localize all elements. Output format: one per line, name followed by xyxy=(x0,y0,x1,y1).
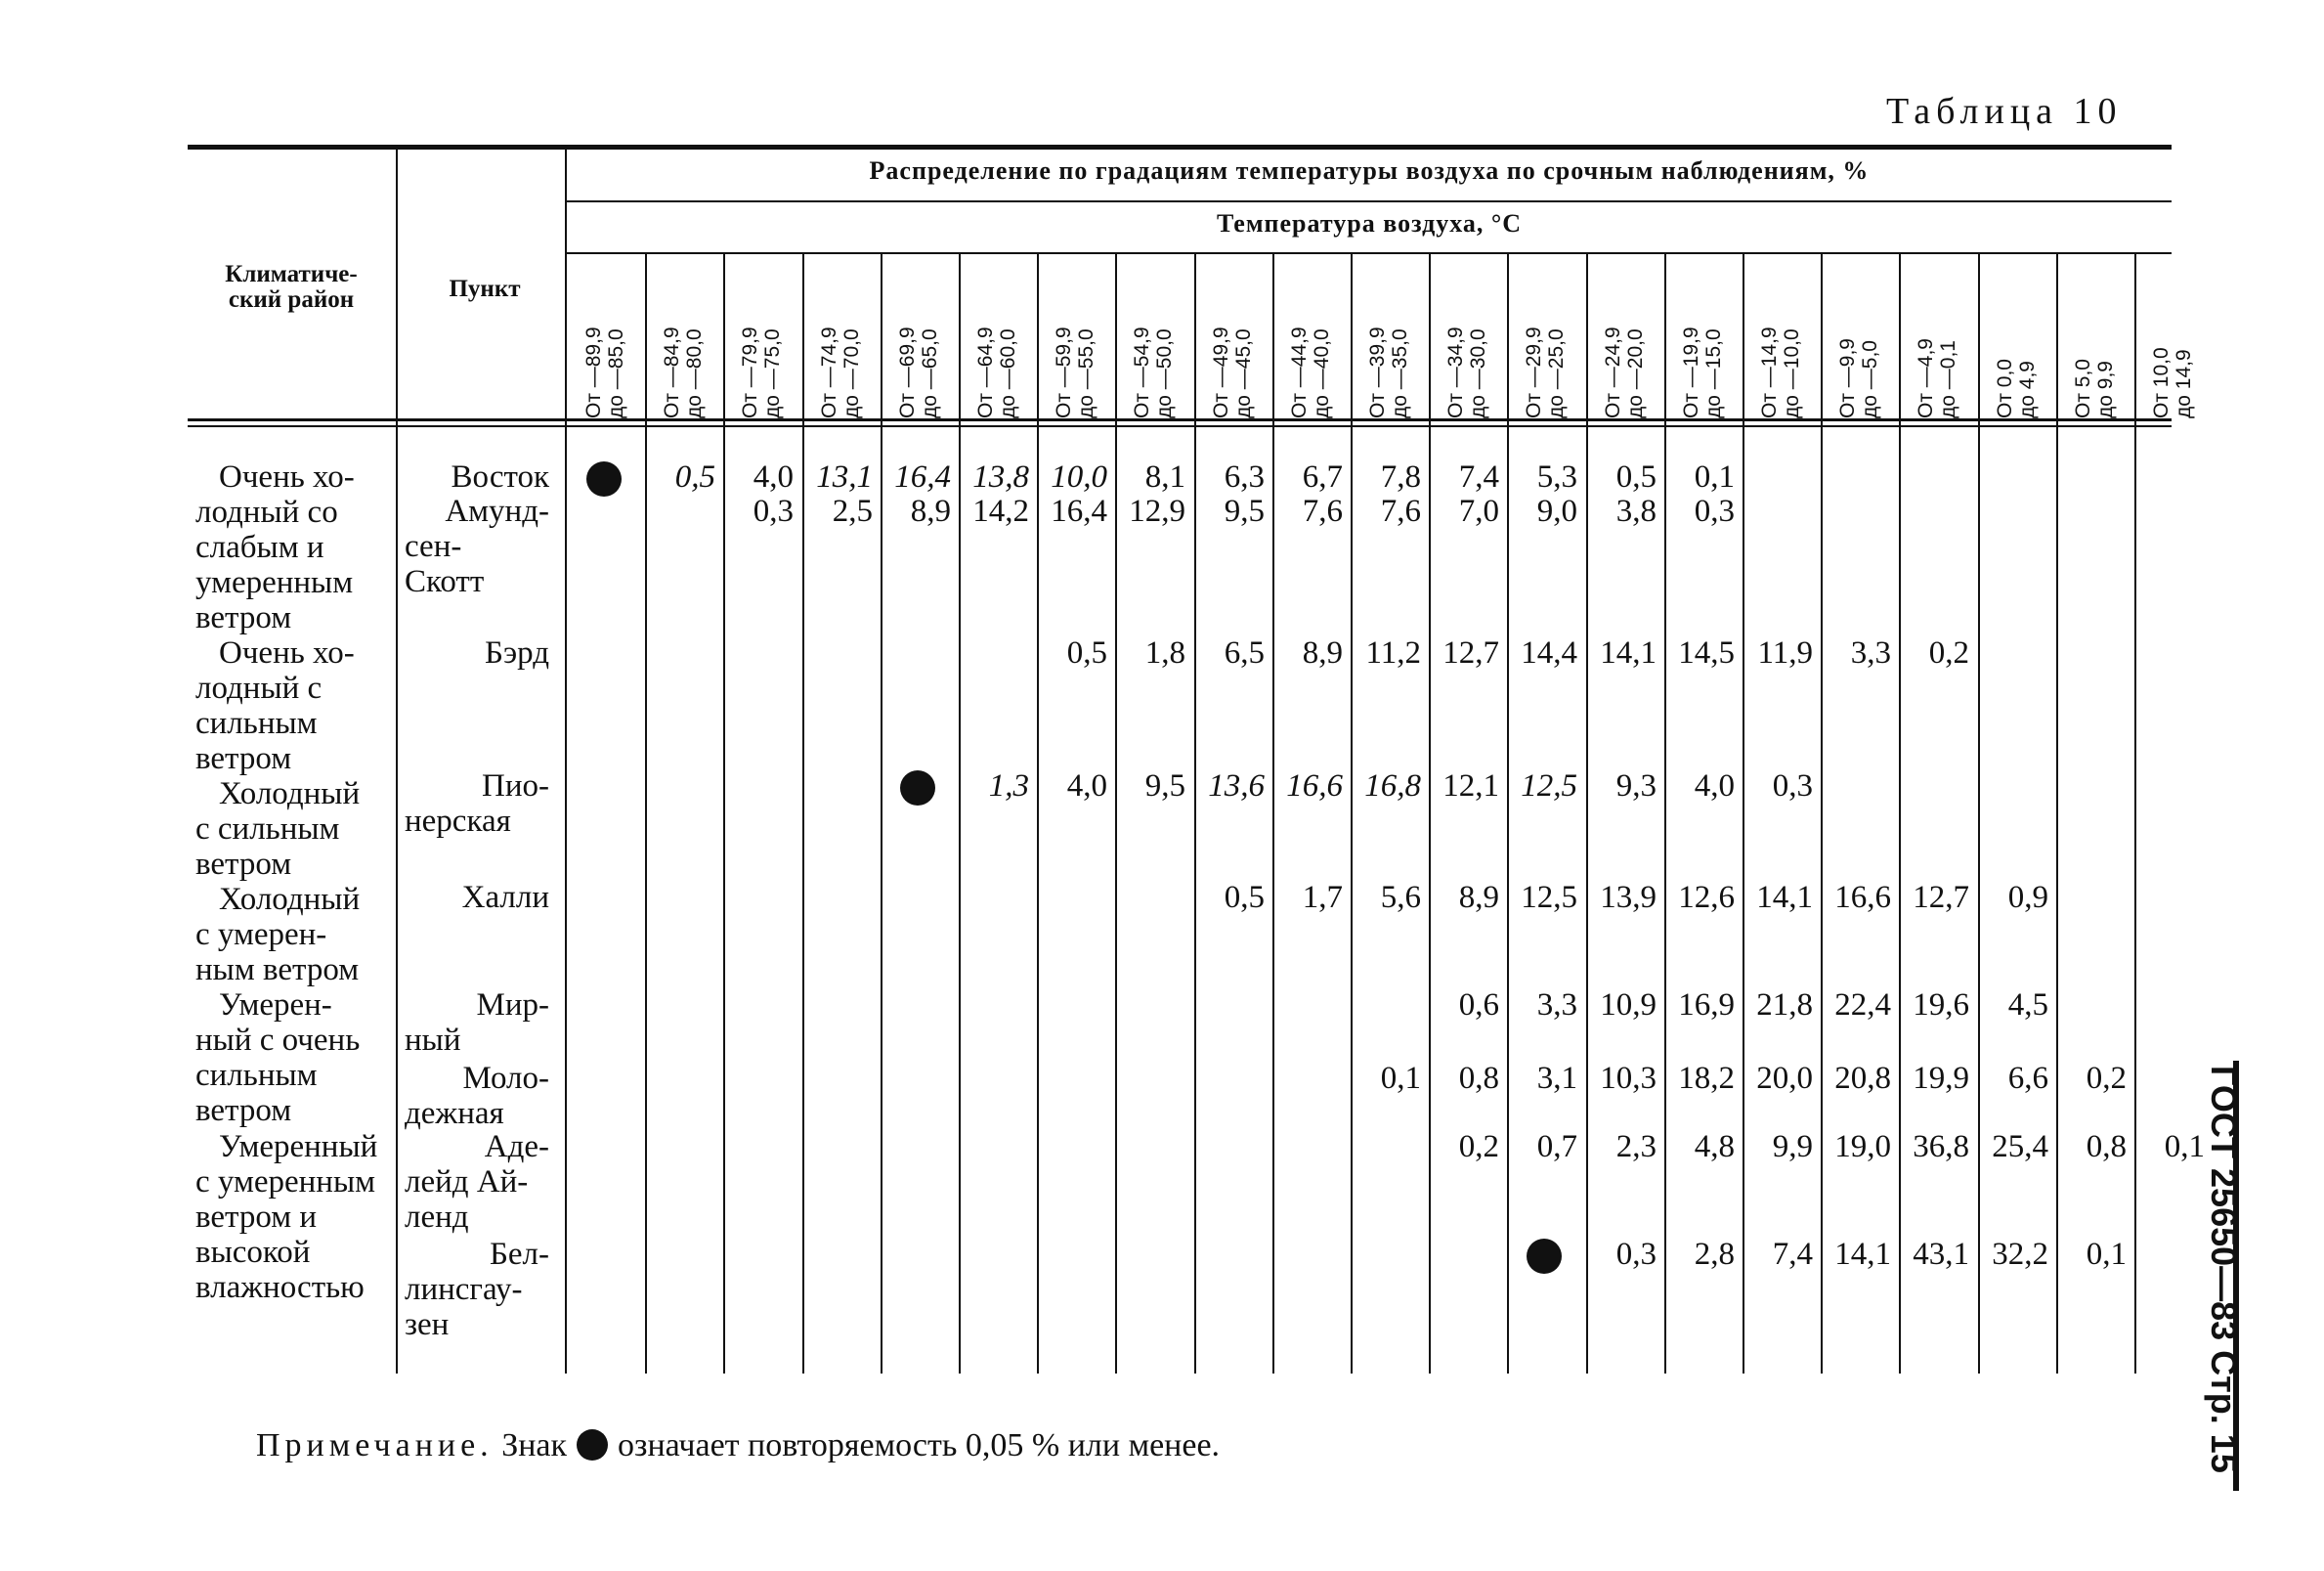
temp-column-header-text: От 0,0 до 4,9 xyxy=(1994,359,2039,418)
temp-column-header-text: От —19,9 до —15,0 xyxy=(1680,327,1725,418)
column-divider xyxy=(1978,252,1980,1374)
point-name xyxy=(405,768,561,839)
region-label-line: влажностью xyxy=(195,1270,365,1305)
table-cell: 4,0 xyxy=(753,459,794,495)
table-cell: 12,1 xyxy=(1442,768,1499,804)
table-cell: 3,3 xyxy=(1536,987,1577,1023)
table-cell: 12,5 xyxy=(1521,880,1577,915)
point-name-line: Бел- xyxy=(489,1237,549,1272)
table-cell: 0,2 xyxy=(1458,1129,1499,1164)
table-cell: 5,6 xyxy=(1380,880,1421,915)
point-name-line: нерская xyxy=(405,804,511,839)
table-cell: 4,0 xyxy=(1066,768,1107,804)
table-cell: 9,5 xyxy=(1224,494,1265,529)
temp-column-header-text: От —9,9 до —5,0 xyxy=(1836,338,1881,418)
rare-value-dot-icon xyxy=(1527,1239,1562,1274)
table-cell: 10,0 xyxy=(1051,459,1107,495)
column-divider xyxy=(1429,252,1431,1374)
table-cell: 11,9 xyxy=(1757,635,1813,671)
point-name-line: дежная xyxy=(405,1096,504,1131)
table-cell: 16,4 xyxy=(1051,494,1107,529)
column-divider xyxy=(1351,252,1353,1374)
region-label-line: ветром и xyxy=(195,1200,318,1235)
table-cell: 2,8 xyxy=(1694,1237,1735,1272)
region-label-line: ветром xyxy=(195,741,292,776)
table-cell: 7,8 xyxy=(1380,459,1421,495)
column-divider xyxy=(1743,252,1744,1374)
table-cell: 9,0 xyxy=(1536,494,1577,529)
table-cell: 0,5 xyxy=(674,459,715,495)
region-label-line: сильным xyxy=(195,706,318,741)
temp-column-header-text: От —34,9 до —30,0 xyxy=(1444,327,1489,418)
point-name xyxy=(405,1129,561,1235)
region-label-line: сильным xyxy=(195,1058,318,1093)
temp-column-header-text: От —64,9 до —60,0 xyxy=(974,327,1019,418)
temp-column-header-text: От —14,9 до —10,0 xyxy=(1758,327,1803,418)
bullet-dot-icon xyxy=(577,1429,608,1461)
column-divider xyxy=(1115,252,1117,1374)
table-cell: 8,1 xyxy=(1144,459,1185,495)
point-name-line: Скотт xyxy=(405,564,485,599)
table-cell: 16,8 xyxy=(1364,768,1421,804)
header-bottom-rule-2 xyxy=(188,425,2172,427)
table-cell: 0,1 xyxy=(2164,1129,2205,1164)
table-cell: 2,5 xyxy=(832,494,873,529)
table-cell: 14,2 xyxy=(972,494,1029,529)
region-label xyxy=(195,459,396,635)
group-header-rule xyxy=(567,200,2172,202)
column-divider xyxy=(645,252,647,1374)
table-cell: 5,3 xyxy=(1536,459,1577,495)
column-divider xyxy=(1037,252,1039,1374)
region-point-divider xyxy=(396,145,398,1374)
point-column-header: Пункт xyxy=(449,276,521,302)
point-name-line: Пио- xyxy=(482,768,549,804)
table-cell: 3,8 xyxy=(1615,494,1657,529)
temp-column-header-text: От —4,9 до —0,1 xyxy=(1915,338,1959,418)
point-name xyxy=(405,459,561,495)
temp-column-header-text: От 5,0 до 9,9 xyxy=(2072,359,2117,418)
region-label-line: ветром xyxy=(195,600,292,635)
table-cell: 10,3 xyxy=(1600,1061,1657,1096)
point-data-divider xyxy=(565,145,567,1374)
table-cell: 11,2 xyxy=(1365,635,1421,671)
region-label-line: с умерен- xyxy=(195,917,327,952)
table-cell: 43,1 xyxy=(1913,1237,1969,1272)
point-name-line: зен xyxy=(405,1307,450,1342)
gost-page-label: ГОСТ 25650—83 Стр. 15 xyxy=(2204,1066,2244,1473)
temp-column-header-text: От —49,9 до —45,0 xyxy=(1210,327,1255,418)
note-label: Примечание. xyxy=(256,1427,494,1463)
region-label-line: ветром xyxy=(195,847,292,882)
table-cell: 12,7 xyxy=(1913,880,1969,915)
table-cell: 0,2 xyxy=(1928,635,1969,671)
table-cell: 16,6 xyxy=(1834,880,1891,915)
column-divider xyxy=(1664,252,1666,1374)
point-name-line: ленд xyxy=(405,1200,469,1235)
table-title: Таблица 10 xyxy=(1886,91,2123,132)
region-label-line: с умеренным xyxy=(195,1164,376,1200)
temp-column-header-text: От —74,9 до —70,0 xyxy=(818,327,863,418)
table-cell: 2,3 xyxy=(1615,1129,1657,1164)
column-divider xyxy=(1899,252,1901,1374)
region-label xyxy=(195,987,396,1128)
table-cell: 0,2 xyxy=(2086,1061,2127,1096)
column-divider xyxy=(2134,252,2136,1374)
table-top-rule xyxy=(188,145,2172,150)
table-cell: 3,3 xyxy=(1850,635,1891,671)
column-divider xyxy=(1194,252,1196,1374)
temp-column-header-text: От —39,9 до —35,0 xyxy=(1366,327,1411,418)
point-name-line: Мир- xyxy=(476,987,549,1023)
table-cell: 16,9 xyxy=(1678,987,1735,1023)
region-label xyxy=(195,635,396,776)
region-label-line: ветром xyxy=(195,1093,292,1128)
point-name xyxy=(405,1237,561,1342)
table-cell: 0,3 xyxy=(1694,494,1735,529)
region-label-line: лодный с xyxy=(195,671,323,706)
distribution-group-header: Распределение по градациям температуры воздуха по срочным наблюдениям, % xyxy=(869,156,1870,185)
column-divider xyxy=(1507,252,1509,1374)
point-name xyxy=(405,1061,561,1131)
point-name xyxy=(405,635,561,671)
point-name xyxy=(405,880,561,915)
point-name-line: Амунд- xyxy=(445,494,549,529)
table-cell: 19,0 xyxy=(1834,1129,1891,1164)
point-name-line: линсгау- xyxy=(405,1272,523,1307)
temp-column-header-text: От —79,9 до —75,0 xyxy=(739,327,784,418)
rare-value-dot-icon xyxy=(900,770,935,806)
table-cell: 16,4 xyxy=(894,459,951,495)
column-divider xyxy=(1272,252,1274,1374)
table-cell: 20,0 xyxy=(1756,1061,1813,1096)
table-cell: 7,4 xyxy=(1772,1237,1813,1272)
point-name-line: сен- xyxy=(405,529,462,564)
region-column-header: Климатиче- ский район xyxy=(225,261,358,313)
table-cell: 0,5 xyxy=(1615,459,1657,495)
table-cell: 0,8 xyxy=(1458,1061,1499,1096)
region-label-line: высокой xyxy=(195,1235,311,1270)
table-cell: 13,9 xyxy=(1600,880,1657,915)
table-cell: 12,9 xyxy=(1129,494,1185,529)
table-cell: 19,9 xyxy=(1913,1061,1969,1096)
table-cell: 13,8 xyxy=(972,459,1029,495)
table-cell: 7,6 xyxy=(1302,494,1343,529)
point-name-line: Халли xyxy=(461,880,549,915)
table-cell: 32,2 xyxy=(1992,1237,2048,1272)
column-divider xyxy=(1821,252,1823,1374)
table-note xyxy=(256,1427,1220,1464)
temperature-header-rule xyxy=(567,252,2172,254)
table-cell: 0,3 xyxy=(1772,768,1813,804)
table-cell: 0,1 xyxy=(2086,1237,2127,1272)
table-cell: 0,7 xyxy=(1536,1129,1577,1164)
table-cell: 8,9 xyxy=(910,494,951,529)
table-cell: 1,8 xyxy=(1144,635,1185,671)
temperature-header: Температура воздуха, °C xyxy=(1216,209,1523,238)
table-cell: 4,5 xyxy=(2007,987,2048,1023)
table-cell: 6,6 xyxy=(2007,1061,2048,1096)
table-cell: 0,5 xyxy=(1224,880,1265,915)
table-cell: 10,9 xyxy=(1600,987,1657,1023)
table-cell: 14,1 xyxy=(1834,1237,1891,1272)
table-cell: 0,3 xyxy=(1615,1237,1657,1272)
table-cell: 12,6 xyxy=(1678,880,1735,915)
temp-column-header-text: От —84,9 до —80,0 xyxy=(661,327,706,418)
table-cell: 21,8 xyxy=(1756,987,1813,1023)
point-name-line: Бэрд xyxy=(485,635,549,671)
region-label-line: умеренным xyxy=(195,565,354,600)
table-cell: 9,9 xyxy=(1772,1129,1813,1164)
header-bottom-rule xyxy=(188,418,2172,421)
table-cell: 3,1 xyxy=(1536,1061,1577,1096)
region-label-line: Очень хо- xyxy=(219,459,355,495)
region-label-line: с сильным xyxy=(195,811,340,847)
table-cell: 18,2 xyxy=(1678,1061,1735,1096)
table-cell: 1,3 xyxy=(988,768,1029,804)
table-cell: 14,1 xyxy=(1600,635,1657,671)
temp-column-header-text: От —69,9 до —65,0 xyxy=(896,327,941,418)
temp-column-header-text: От —24,9 до —20,0 xyxy=(1602,327,1647,418)
table-cell: 7,6 xyxy=(1380,494,1421,529)
rare-value-dot-icon xyxy=(586,461,622,497)
table-cell: 0,5 xyxy=(1066,635,1107,671)
point-name-line: Моло- xyxy=(462,1061,549,1096)
region-label-line: ный с очень xyxy=(195,1023,361,1058)
point-name-line: Аде- xyxy=(484,1129,549,1164)
table-cell: 1,7 xyxy=(1302,880,1343,915)
table-cell: 7,4 xyxy=(1458,459,1499,495)
region-label xyxy=(195,882,396,987)
table-cell: 12,5 xyxy=(1521,768,1577,804)
table-cell: 0,9 xyxy=(2007,880,2048,915)
column-divider xyxy=(881,252,882,1374)
region-label xyxy=(195,776,396,882)
table-cell: 14,5 xyxy=(1678,635,1735,671)
point-name xyxy=(405,987,561,1058)
table-cell: 22,4 xyxy=(1834,987,1891,1023)
table-cell: 6,7 xyxy=(1302,459,1343,495)
region-label-line: лодный со xyxy=(195,495,338,530)
table-cell: 13,1 xyxy=(816,459,873,495)
region-label xyxy=(195,1129,396,1305)
note-text-after: означает повторяемость 0,05 % или менее. xyxy=(618,1427,1221,1463)
table-cell: 8,9 xyxy=(1302,635,1343,671)
note-text-before: Знак xyxy=(501,1427,568,1463)
table-cell: 36,8 xyxy=(1913,1129,1969,1164)
table-cell: 0,1 xyxy=(1380,1061,1421,1096)
point-name-line: ный xyxy=(405,1023,461,1058)
region-label-line: Холодный xyxy=(219,776,361,811)
table-cell: 0,1 xyxy=(1694,459,1735,495)
table-cell: 0,3 xyxy=(753,494,794,529)
temp-column-header-text: От —89,9 до —85,0 xyxy=(582,327,627,418)
table-cell: 6,3 xyxy=(1224,459,1265,495)
column-divider xyxy=(959,252,961,1374)
region-label-line: Умеренный xyxy=(219,1129,378,1164)
temp-column-header-text: От —44,9 до —40,0 xyxy=(1288,327,1333,418)
table-cell: 4,8 xyxy=(1694,1129,1735,1164)
point-name-line: Восток xyxy=(451,459,549,495)
table-cell: 25,4 xyxy=(1992,1129,2048,1164)
column-divider xyxy=(802,252,804,1374)
region-label-line: Умерен- xyxy=(219,987,332,1023)
column-divider xyxy=(1586,252,1588,1374)
column-divider xyxy=(723,252,725,1374)
table-cell: 19,6 xyxy=(1913,987,1969,1023)
table-cell: 20,8 xyxy=(1834,1061,1891,1096)
region-label-line: Очень хо- xyxy=(219,635,355,671)
temp-column-header-text: От —29,9 до —25,0 xyxy=(1523,327,1568,418)
table-cell: 12,7 xyxy=(1442,635,1499,671)
table-cell: 16,6 xyxy=(1286,768,1343,804)
table-cell: 14,4 xyxy=(1521,635,1577,671)
table-cell: 0,6 xyxy=(1458,987,1499,1023)
region-label-line: слабым и xyxy=(195,530,324,565)
region-label-line: Холодный xyxy=(219,882,361,917)
table-cell: 14,1 xyxy=(1756,880,1813,915)
region-label-line: ным ветром xyxy=(195,952,360,987)
temp-column-header-text: От —59,9 до —55,0 xyxy=(1053,327,1097,418)
table-cell: 0,8 xyxy=(2086,1129,2127,1164)
table-cell: 7,0 xyxy=(1458,494,1499,529)
table-cell: 6,5 xyxy=(1224,635,1265,671)
point-name-line: лейд Ай- xyxy=(405,1164,529,1200)
column-divider xyxy=(2056,252,2058,1374)
table-cell: 13,6 xyxy=(1208,768,1265,804)
table-cell: 4,0 xyxy=(1694,768,1735,804)
point-name xyxy=(405,494,561,599)
table-cell: 9,3 xyxy=(1615,768,1657,804)
table-cell: 8,9 xyxy=(1458,880,1499,915)
temp-column-header-text: От —54,9 до —50,0 xyxy=(1131,327,1176,418)
temp-column-header-text: От 10,0 до 14,9 xyxy=(2150,347,2195,418)
table-cell: 9,5 xyxy=(1144,768,1185,804)
